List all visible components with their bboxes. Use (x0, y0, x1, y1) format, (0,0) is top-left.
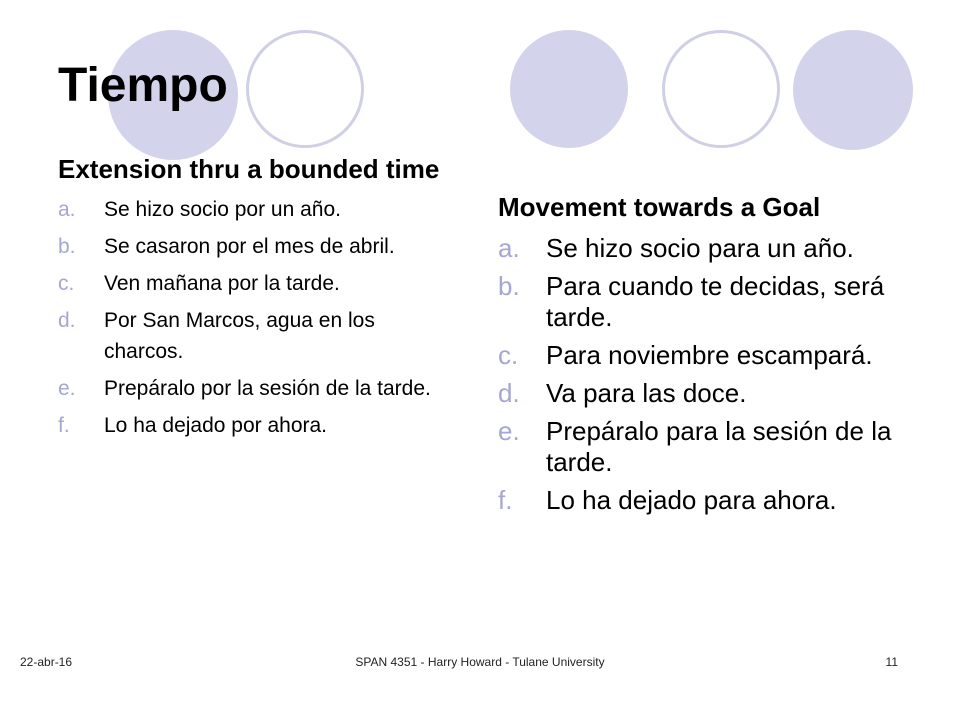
list-marker: d. (498, 378, 520, 408)
list-marker: a. (58, 198, 76, 221)
footer-page-number: 11 (885, 655, 898, 669)
list-item-text: Para cuando te decidas, será tarde. (546, 271, 885, 332)
list-marker: d. (58, 309, 76, 332)
list-marker: c. (498, 340, 519, 370)
list-marker: a. (498, 233, 520, 263)
list-item (58, 305, 458, 367)
list-item (498, 378, 918, 409)
list-item-text: Va para las doce. (546, 378, 747, 408)
left-heading: Extension thru a bounded time (58, 154, 440, 184)
list-marker: b. (58, 235, 76, 258)
list-item (498, 271, 918, 333)
list-item-text: Por San Marcos, agua en los charcos. (104, 309, 375, 363)
decor-circle-2 (510, 30, 628, 148)
footer-course: SPAN 4351 - Harry Howard - Tulane University (355, 655, 605, 669)
list-item (498, 416, 918, 478)
right-column (498, 188, 918, 516)
list-item-text: Prepáralo para la sesión de la tarde. (546, 416, 892, 477)
list-marker: e. (498, 416, 520, 446)
list-item (498, 233, 918, 264)
list-item (498, 340, 918, 371)
list-item (58, 373, 458, 404)
list-marker: b. (498, 271, 520, 301)
list-marker: e. (58, 377, 76, 400)
left-list (58, 194, 458, 441)
list-item-text: Lo ha dejado para ahora. (546, 485, 837, 515)
list-item-text: Se casaron por el mes de abril. (104, 235, 395, 258)
list-item-text: Para noviembre escampará. (546, 340, 873, 370)
list-marker: c. (58, 272, 75, 295)
left-column (58, 150, 458, 441)
list-item (58, 194, 458, 225)
footer-date: 22-abr-16 (20, 655, 73, 669)
list-item (58, 231, 458, 262)
list-item (58, 268, 458, 299)
decor-ring-2 (662, 30, 780, 148)
list-item (498, 485, 918, 516)
list-item-text: Prepáralo por la sesión de la tarde. (104, 377, 431, 400)
list-item-text: Lo ha dejado por ahora. (104, 414, 328, 437)
right-heading: Movement towards a Goal (498, 192, 821, 222)
list-item-text: Ven mañana por la tarde. (104, 272, 340, 295)
right-list (498, 233, 918, 516)
list-item-text: Se hizo socio para un año. (546, 233, 854, 263)
list-item-text: Se hizo socio por un año. (104, 198, 341, 221)
list-item (58, 410, 458, 441)
list-marker: f. (58, 414, 70, 437)
decor-circle-3 (793, 30, 913, 150)
list-marker: f. (498, 485, 513, 515)
decor-ring-1 (246, 30, 364, 148)
slide-title: Tiempo (58, 59, 228, 112)
